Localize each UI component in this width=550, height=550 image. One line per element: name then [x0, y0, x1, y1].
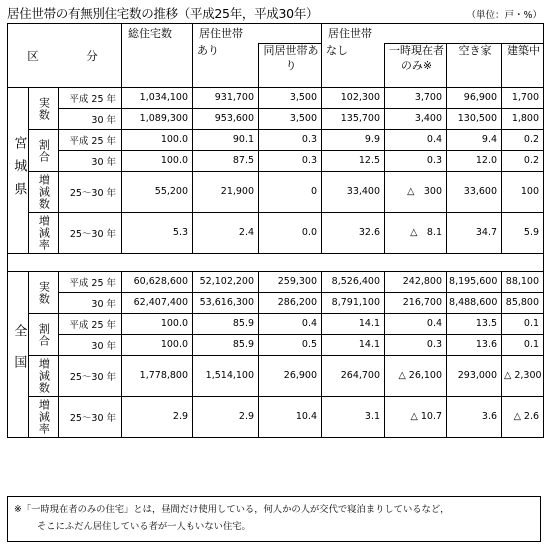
year-label: 平成 25 年 [59, 314, 122, 335]
header-unoccupied-sub: なし [322, 44, 385, 88]
value-cell: 259,300 [259, 272, 322, 293]
category-label: 実数 [29, 272, 59, 314]
value-cell: 0.4 [259, 314, 322, 335]
table-row [8, 88, 544, 109]
value-cell: 2.9 [122, 397, 193, 438]
unit-label: （単位：戸・%） [466, 10, 542, 21]
value-cell: 0.3 [385, 335, 447, 356]
year-label: 30 年 [59, 109, 122, 130]
header-temporary: 一時現在者のみ※ [385, 44, 447, 88]
value-cell: 953,600 [193, 109, 259, 130]
value-cell: 0.4 [385, 130, 447, 151]
value-cell: 87.5 [193, 151, 259, 172]
value-cell: 286,200 [259, 293, 322, 314]
value-cell: 33,400 [322, 172, 385, 213]
value-cell: 85,800 [502, 293, 544, 314]
value-cell: △ 2.6 [502, 397, 544, 438]
value-cell: 9.9 [322, 130, 385, 151]
footnote [7, 496, 541, 542]
year-label: 30 年 [59, 335, 122, 356]
value-cell: 3.6 [447, 397, 502, 438]
value-cell: 8,488,600 [447, 293, 502, 314]
value-cell: 216,700 [385, 293, 447, 314]
table-row [8, 293, 544, 314]
value-cell: 62,407,400 [122, 293, 193, 314]
value-cell: 53,616,300 [193, 293, 259, 314]
header-construction: 建築中 [502, 44, 544, 88]
year-label: 25～30 年 [59, 213, 122, 254]
header-occupied: 居住世帯 [193, 24, 322, 44]
value-cell: 100 [502, 172, 544, 213]
table-row [8, 172, 544, 213]
year-label: 25～30 年 [59, 397, 122, 438]
table-row [8, 335, 544, 356]
value-cell: 12.5 [322, 151, 385, 172]
value-cell: 242,800 [385, 272, 447, 293]
value-cell: 0.0 [259, 213, 322, 254]
value-cell: 34.7 [447, 213, 502, 254]
category-label: 増減率 [29, 397, 59, 438]
value-cell: 8,526,400 [322, 272, 385, 293]
value-cell: 21,900 [193, 172, 259, 213]
value-cell: 3.1 [322, 397, 385, 438]
value-cell: 102,300 [322, 88, 385, 109]
value-cell: 32.6 [322, 213, 385, 254]
year-label: 25～30 年 [59, 356, 122, 397]
table-row [8, 213, 544, 254]
value-cell: 10.4 [259, 397, 322, 438]
value-cell: 0.2 [502, 151, 544, 172]
category-label: 増減率 [29, 213, 59, 254]
value-cell: 1,700 [502, 88, 544, 109]
value-cell: 3,500 [259, 109, 322, 130]
value-cell: 0.1 [502, 335, 544, 356]
table-row [8, 130, 544, 151]
value-cell: 3,700 [385, 88, 447, 109]
category-label: 増減数 [29, 172, 59, 213]
value-cell: 0.1 [502, 314, 544, 335]
value-cell: 2.4 [193, 213, 259, 254]
value-cell: 0.3 [385, 151, 447, 172]
value-cell: 13.6 [447, 335, 502, 356]
value-cell: △ 10.7 [385, 397, 447, 438]
header-total: 総住宅数 [122, 24, 193, 88]
header-vacant: 空き家 [447, 44, 502, 88]
region-label: 宮城県 [8, 88, 29, 254]
category-label: 実数 [29, 88, 59, 130]
value-cell: 293,000 [447, 356, 502, 397]
value-cell: 8,791,100 [322, 293, 385, 314]
value-cell: 14.1 [322, 314, 385, 335]
value-cell: 1,778,800 [122, 356, 193, 397]
year-label: 30 年 [59, 293, 122, 314]
value-cell: △ 8.1 [385, 213, 447, 254]
value-cell: 55,200 [122, 172, 193, 213]
value-cell: 60,628,600 [122, 272, 193, 293]
value-cell: 8,195,600 [447, 272, 502, 293]
value-cell: △ 26,100 [385, 356, 447, 397]
value-cell: 0 [259, 172, 322, 213]
header-kubun: 区 分 [8, 24, 122, 88]
value-cell: 0.2 [502, 130, 544, 151]
value-cell: 88,100 [502, 272, 544, 293]
header-cohabiting: 同居世帯あり [259, 44, 322, 88]
year-label: 平成 25 年 [59, 130, 122, 151]
value-cell: △ 300 [385, 172, 447, 213]
value-cell: 90.1 [193, 130, 259, 151]
value-cell: 130,500 [447, 109, 502, 130]
housing-table [7, 23, 544, 438]
footnote-line1: ※「一時現在者のみの住宅」とは，昼間だけ使用している，何人かの人が交代で寝泊まりしているなど， [14, 504, 450, 515]
value-cell: 264,700 [322, 356, 385, 397]
value-cell: 100.0 [122, 151, 193, 172]
region-label: 全国 [8, 272, 29, 438]
table-row [8, 356, 544, 397]
value-cell: 2.9 [193, 397, 259, 438]
table-row [8, 314, 544, 335]
value-cell: 100.0 [122, 335, 193, 356]
value-cell: 3,500 [259, 88, 322, 109]
value-cell: 14.1 [322, 335, 385, 356]
value-cell: 52,102,200 [193, 272, 259, 293]
header-unoccupied: 居住世帯 [322, 24, 544, 44]
value-cell: 1,034,100 [122, 88, 193, 109]
year-label: 平成 25 年 [59, 88, 122, 109]
value-cell: 0.4 [385, 314, 447, 335]
value-cell: 5.3 [122, 213, 193, 254]
separator-row [8, 254, 544, 272]
year-label: 25～30 年 [59, 172, 122, 213]
value-cell: 85.9 [193, 335, 259, 356]
value-cell: 0.3 [259, 151, 322, 172]
value-cell: 33,600 [447, 172, 502, 213]
value-cell: 931,700 [193, 88, 259, 109]
value-cell: 13.5 [447, 314, 502, 335]
value-cell: 1,089,300 [122, 109, 193, 130]
value-cell: 135,700 [322, 109, 385, 130]
value-cell: 100.0 [122, 130, 193, 151]
table-row [8, 397, 544, 438]
table-row [8, 109, 544, 130]
value-cell: 0.5 [259, 335, 322, 356]
category-label: 割合 [29, 130, 59, 172]
category-label: 増減数 [29, 356, 59, 397]
value-cell: 85.9 [193, 314, 259, 335]
value-cell: 9.4 [447, 130, 502, 151]
value-cell: 0.3 [259, 130, 322, 151]
value-cell: 5.9 [502, 213, 544, 254]
footnote-line2: そこにふだん居住している者が一人もいない住宅。 [37, 521, 251, 532]
year-label: 30 年 [59, 151, 122, 172]
value-cell: 26,900 [259, 356, 322, 397]
category-label: 割合 [29, 314, 59, 356]
table-row [8, 151, 544, 172]
value-cell: 12.0 [447, 151, 502, 172]
year-label: 平成 25 年 [59, 272, 122, 293]
value-cell: 3,400 [385, 109, 447, 130]
page-title: 居住世帯の有無別住宅数の推移（平成25年，平成30年） [7, 6, 319, 21]
value-cell: △ 2,300 [502, 356, 544, 397]
value-cell: 1,800 [502, 109, 544, 130]
value-cell: 96,900 [447, 88, 502, 109]
header-occupied-sub: あり [193, 44, 259, 88]
value-cell: 100.0 [122, 314, 193, 335]
table-row [8, 272, 544, 293]
value-cell: 1,514,100 [193, 356, 259, 397]
